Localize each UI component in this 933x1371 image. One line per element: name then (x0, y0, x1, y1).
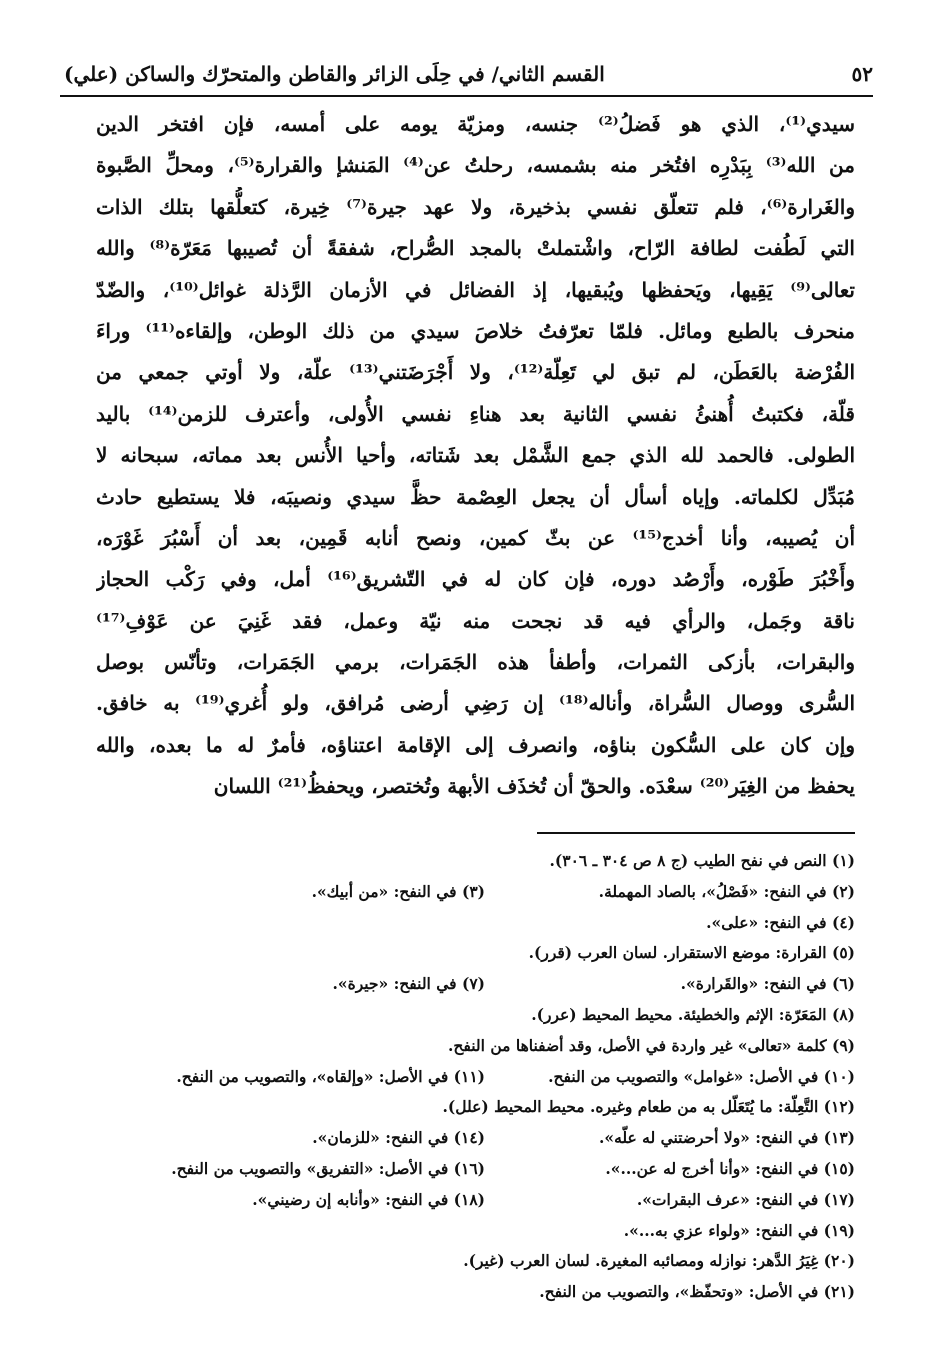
text-line: قلّة، فكتبتُ أُهنئُ نفسي الثانية بعد هناءِ نفسي الأُولى، وأعترف للزمن⁽¹⁴⁾ باليد (96, 401, 855, 426)
footnote: (٤) في النفح: «على». (706, 912, 855, 932)
footnote: (١١) في الأصل: «وإلقاه»، والتصويب من النفح. (176, 1066, 485, 1086)
text-line: السُّرى ووصال السُّراة، وأناله⁽¹⁸⁾ إن رَضِي أرضى مُرافق، ولو أُغري⁽¹⁹⁾ به خافق. (96, 691, 855, 716)
text-line: الفُرْضة بالعَطَن، لم تبق لي تَعِلّة⁽¹²⁾، ولا أَجْرَضَتني⁽¹³⁾ علّة، ولا أوتي جمعي من (96, 360, 855, 385)
footnote-separator (537, 832, 855, 834)
text-line: وأَخْبُرَ طَوْره، وأَرْصُد دوره، فإن كان له في التّشريق⁽¹⁶⁾ أمل، وفي رَكْب الحجاز (96, 567, 855, 592)
footnote: (٨) المَعَرّة: الإثم والخطيئة. محيط المحيط (عرر). (531, 1004, 855, 1024)
page-number: ٥٢ (851, 62, 873, 86)
footnote-row (96, 1000, 855, 1031)
footnote: (١٣) في النفح: «ولا أحرضتني له علّه». (598, 1128, 855, 1148)
footnotes (96, 846, 855, 1308)
footnote: (٩) كلمة «تعالى» غير واردة في الأصل، وقد أضفناها من النفح. (448, 1035, 855, 1055)
text-line: مُبَدِّل لكلماته. وإياه أسأل أن يجعل العِصْمة حظَّ سيدي ونصيبَه، فلا يستطيع حادث (96, 484, 855, 509)
footnote-row (96, 908, 855, 939)
footnote: (١٩) في النفح: «ولواء عزي به...». (623, 1220, 855, 1240)
footnote: (٢١) في الأصل: «وتحفّظ»، والتصويب من النفح. (539, 1282, 855, 1302)
text-line: تعالى⁽⁹⁾ يَقِيها، ويَحفظها ويُبقيها، إذ الفضائل في الأزمان الرَّذلة غوائل⁽¹⁰⁾، والضّدّ (96, 277, 855, 302)
footnote: (١٥) في النفح: «وأنا أخرج له عن...». (605, 1158, 855, 1178)
text-line: منحرف بالطبع ومائل. فلمّا تعرّفتُ خلاصَ سيدي من ذلك الوطن، وإلقاءه⁽¹¹⁾ وراءَ (96, 318, 855, 343)
footnote: (١٧) في النفح: «عرف البقرات». (636, 1189, 855, 1209)
footnote-row (96, 1216, 855, 1247)
header-rule (60, 95, 873, 97)
footnote-row (96, 1062, 855, 1093)
footnote: (٧) في النفح: «جيرة». (332, 974, 485, 994)
footnote: (١٤) في النفح: «للزمان». (312, 1128, 485, 1148)
footnote-row (96, 1277, 855, 1308)
footnote: (١٨) في النفح: «وأنابه إن رضيني». (252, 1189, 485, 1209)
footnote: (٢) في النفح: «فَصْلُ»، بالصاد المهملة. (598, 881, 855, 901)
footnote-row (96, 1092, 855, 1123)
page-header (64, 54, 873, 94)
footnote: (٣) في النفح: «من أبيك». (311, 881, 485, 901)
footnote-row (96, 846, 855, 877)
footnote: (٦) في النفح: «والقَرارة». (680, 974, 855, 994)
footnote: (١٢) التَّعِلّة: ما يُتَعَلّل به من طعام وغيره. محيط المحيط (علل). (442, 1097, 855, 1117)
footnote: (١) النص في نفح الطيب (ج ٨ ص ٣٠٤ ـ ٣٠٦). (549, 851, 855, 870)
footnote-row (96, 969, 855, 1000)
text-line: وإن كان على السُّكون بناؤه، وانصرف إلى الإقامة اعتناؤه، فأمرٌ له ما بعده، والله (96, 732, 855, 757)
footnote-row (96, 1246, 855, 1277)
footnote: (١٠) في الأصل: «غوامل» والتصويب من النفح. (548, 1066, 855, 1086)
running-title: القسم الثاني/ في حِلَى الزائر والقاطن والمتحرّك والساكن (علي) (64, 62, 605, 86)
text-line: يحفظ من الغِيَر⁽²⁰⁾ سعْدَه. والحقّ أن تُخذَف الأبهة وتُختصر، ويحفظُ⁽²¹⁾ اللسان (213, 774, 855, 799)
text-line: سيدي⁽¹⁾، الذي هو فَضلُ⁽²⁾ جنسه، ومزيّة يومه على أمسه، فإن افتخر الدين (96, 112, 855, 136)
footnote-row (96, 877, 855, 908)
footnote-row (96, 1031, 855, 1062)
footnote: (٢٠) غِيَرُ الدَّهر: نوازله ومصائبه المغيرة. لسان العرب (غير). (463, 1251, 855, 1271)
text-line: التي لَطُفت لطافة الرّاح، واشْتملتْ بالمجد الصُّراح، شفقةً أن تُصيبها مَعَرّة⁽⁸⁾ والله (96, 236, 855, 261)
text-line: والغَرارة⁽⁶⁾، فلم تتعلّق نفسي بذخيرة، ولا عهد جيرة⁽⁷⁾ خِيرة، كتعلُّقها بتلك الذات (96, 194, 855, 219)
footnote: (١٦) في الأصل: «التفريق» والتصويب من النفح. (171, 1158, 485, 1178)
footnote-row (96, 1123, 855, 1154)
footnote-row (96, 938, 855, 969)
footnote-row (96, 1185, 855, 1216)
text-line: والبقرات، بأزكى الثمرات، وأطفأ هذه الجَمَرات، برمي الجَمَرات، وتأنّس بوصل (96, 650, 855, 675)
footnote-row (96, 1154, 855, 1185)
text-line: من الله⁽³⁾ بِبَدْرِه افتُخر منه بشمسه، رحلتُ عن⁽⁴⁾ المَنشإ والقرارة⁽⁵⁾، ومحلِّ الصَّبوة (96, 153, 855, 178)
main-text (96, 104, 855, 808)
text-line: أن يُصيبه، وأنا أخدج⁽¹⁵⁾ عن بثّ كمين، ونصح أنابه قَمِين، بعد أن أَسْبُرَ غَوْرَه، (96, 525, 855, 550)
footnote: (٥) القرارة: موضع الاستقرار. لسان العرب (قرر). (528, 943, 855, 963)
text-line: الطولى. فالحمد لله الذي جمع الشَّمْل بعد شَتاته، وأحيا الأُنس بعد مماته، سبحانه لا (96, 443, 855, 468)
text-line: ناقة وجَمل، والرأي فيه قد نجحت منه نيّة وعمل، فقد غَنِيَ عن عَوْفِ⁽¹⁷⁾ (96, 608, 855, 633)
